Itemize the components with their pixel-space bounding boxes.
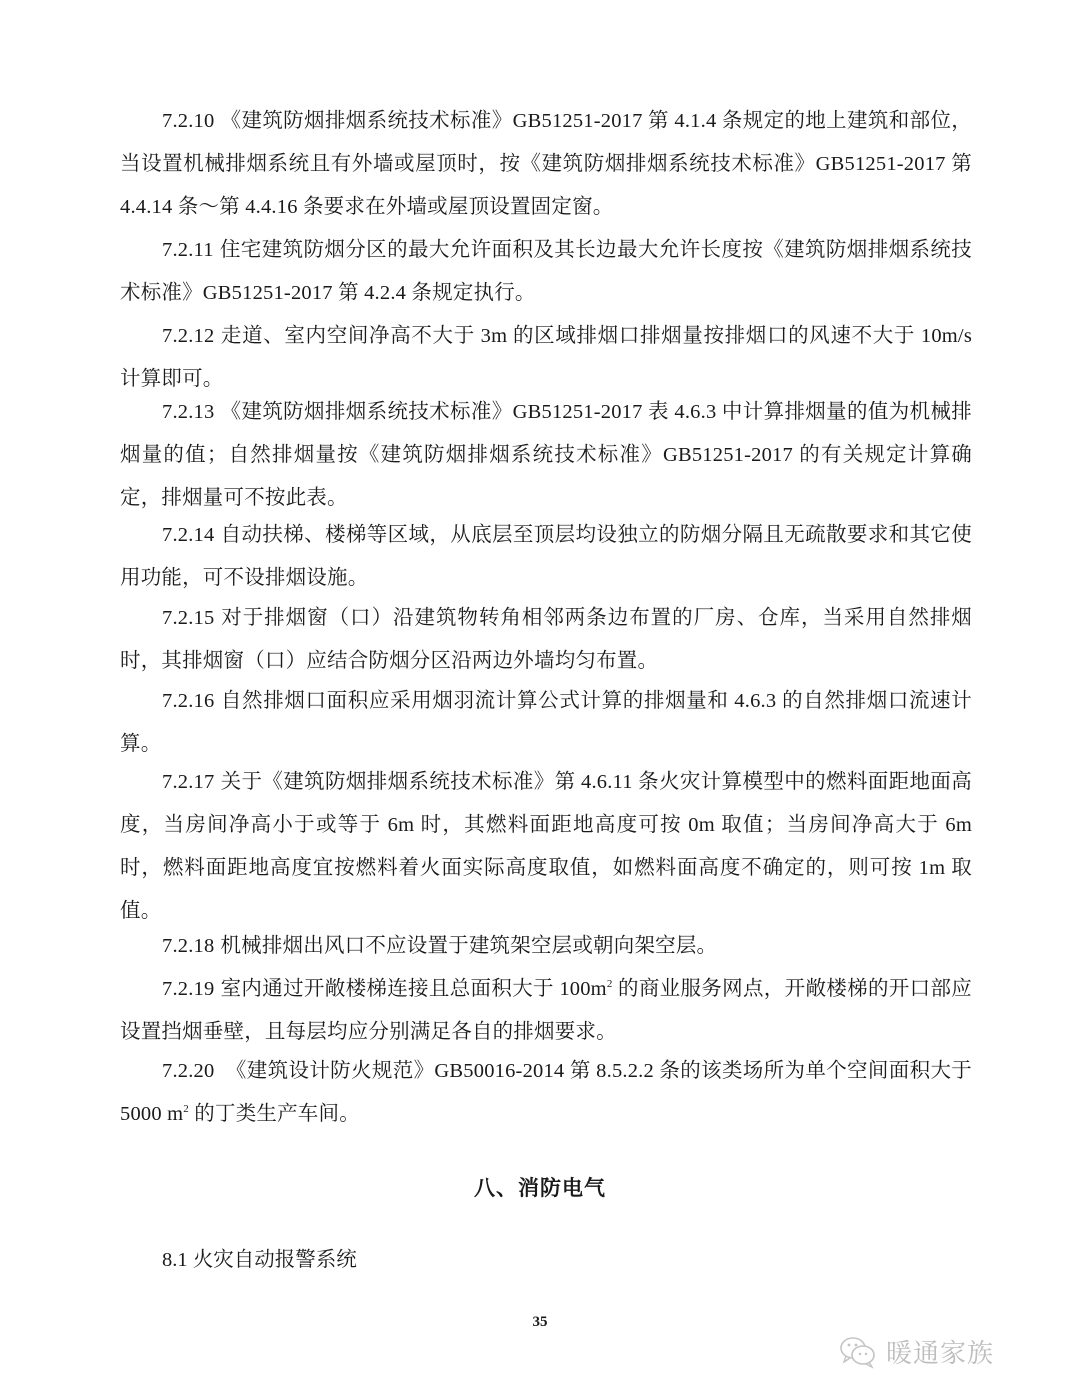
subsection-title: 8.1 火灾自动报警系统 xyxy=(162,1249,357,1271)
clause-number: 7.2.15 xyxy=(162,607,215,629)
clause-text: 自动扶梯、楼梯等区域，从底层至顶层均设独立的防烟分隔且无疏散要求和其它使用功能，可不设排烟设施。 xyxy=(120,524,972,589)
clause-text: 机械排烟出风口不应设置于建筑架空层或朝向架空层。 xyxy=(220,935,718,957)
section-title: 八、消防电气 xyxy=(474,1176,606,1200)
paragraph-7-2-17 xyxy=(120,761,972,933)
clause-number: 7.2.14 xyxy=(162,524,215,546)
paragraph-7-2-11 xyxy=(120,229,972,315)
clause-text: 关于《建筑防烟排烟系统技术标准》第 4.6.11 条火灾计算模型中的燃料面距地面高度，当房间净高小于或等于 6m 时，其燃料面距地高度可按 0m 取值；当房间净高大于 6m 时，燃料面距地高度宜按燃料着火面实际高度取值，如燃料面高度不确定的，则可按 1m 取值。 xyxy=(120,771,972,922)
watermark-text: 暖通家族 xyxy=(886,1339,995,1369)
clause-text: 自然排烟口面积应采用烟羽流计算公式计算的排烟量和 4.6.3 的自然排烟口流速计算。 xyxy=(120,690,972,755)
page-number: 35 xyxy=(532,1314,548,1330)
clause-number: 7.2.20 xyxy=(162,1060,215,1082)
clause-number: 7.2.17 xyxy=(162,771,215,793)
paragraph-7-2-19 xyxy=(120,968,972,1054)
clause-text: 《建筑防烟排烟系统技术标准》GB51251-2017 表 4.6.3 中计算排烟量的值为机械排烟量的值；自然排烟量按《建筑防烟排烟系统技术标准》GB51251-2017 的有关规定计算确定，排烟量可不按此表。 xyxy=(120,401,972,509)
clause-number: 7.2.19 xyxy=(162,978,215,1000)
paragraph-7-2-10 xyxy=(120,100,972,229)
clause-text: 对于排烟窗（口）沿建筑物转角相邻两条边布置的厂房、仓库，当采用自然排烟时，其排烟窗（口）应结合防烟分区沿两边外墙均匀布置。 xyxy=(120,607,972,672)
clause-text: 住宅建筑防烟分区的最大允许面积及其长边最大允许长度按《建筑防烟排烟系统技术标准》GB51251-2017 第 4.2.4 条规定执行。 xyxy=(120,239,972,304)
wechat-icon xyxy=(838,1335,878,1369)
clause-text: 室内通过开敞楼梯连接且总面积大于 100m xyxy=(220,978,607,1000)
clause-text-cont: 的丁类生产车间。 xyxy=(188,1103,360,1125)
clause-number: 7.2.11 xyxy=(162,239,214,261)
clause-text-cont: 的商业服务网点，开敞楼梯的开口部应设置挡烟垂壁，且每层均应分别满足各自的排烟要求。 xyxy=(120,978,972,1043)
clause-number: 7.2.13 xyxy=(162,401,215,423)
clause-number: 7.2.10 xyxy=(162,110,215,132)
paragraph-7-2-13 xyxy=(120,391,972,520)
clause-text: 《建筑防烟排烟系统技术标准》GB51251-2017 第 4.1.4 条规定的地上建筑和部位，当设置机械排烟系统且有外墙或屋顶时，按《建筑防烟排烟系统技术标准》GB51251-2017 第 4.4.14 条～第 4.4.16 条要求在外墙或屋顶设置固定窗。 xyxy=(120,110,972,218)
paragraph-7-2-12 xyxy=(120,315,972,401)
clause-text: 《建筑设计防火规范》GB50016-2014 第 8.5.2.2 条的该类场所为单个空间面积大于 5000 m xyxy=(120,1060,972,1125)
superscript: 2 xyxy=(183,1103,189,1115)
clause-number: 7.2.12 xyxy=(162,325,215,347)
clause-number: 7.2.16 xyxy=(162,690,215,712)
paragraph-7-2-15 xyxy=(120,597,972,683)
paragraph-7-2-18 xyxy=(120,925,972,968)
watermark xyxy=(838,1333,994,1370)
clause-number: 7.2.18 xyxy=(162,935,215,957)
paragraph-7-2-16 xyxy=(120,680,972,766)
clause-text: 走道、室内空间净高不大于 3m 的区域排烟口排烟量按排烟口的风速不大于 10m/s 计算即可。 xyxy=(120,325,972,390)
superscript: 2 xyxy=(606,978,613,990)
paragraph-7-2-14 xyxy=(120,514,972,600)
paragraph-7-2-20 xyxy=(120,1050,972,1136)
